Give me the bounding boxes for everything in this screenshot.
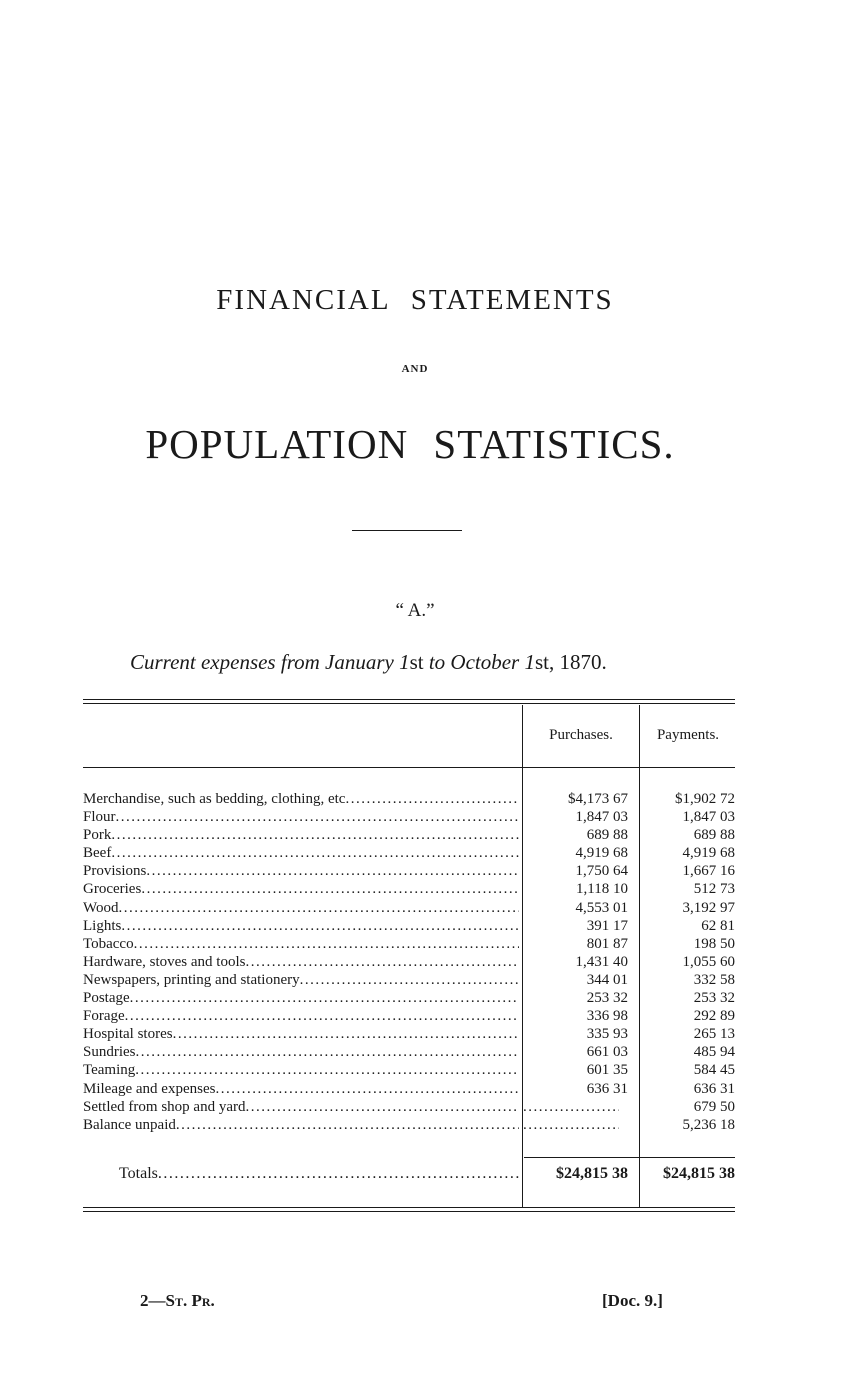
row-item-label: Lights <box>83 917 122 934</box>
table-row <box>83 899 735 917</box>
row-item-label: Provisions <box>83 863 147 880</box>
row-item <box>83 1043 519 1061</box>
row-item-label: Newspapers, printing and stationery <box>83 971 300 988</box>
table-row <box>83 1025 735 1043</box>
section-label: “ A.” <box>395 600 435 621</box>
row-payments: 332 58 <box>693 971 735 988</box>
row-payments: 3,192 97 <box>682 899 735 916</box>
row-item <box>83 790 519 808</box>
title-connector: AND <box>401 363 429 375</box>
row-item-label: Settled from shop and yard <box>83 1098 246 1115</box>
row-item-label: Teaming <box>83 1062 136 1079</box>
row-payments: 485 94 <box>693 1044 735 1061</box>
row-purchases: $4,173 67 <box>568 791 628 807</box>
document-reference: [Doc. 9.] <box>602 1291 663 1310</box>
row-item <box>83 1080 519 1098</box>
row-item <box>83 1098 519 1116</box>
row-item-label: Balance unpaid <box>83 1116 176 1133</box>
row-payments: 198 50 <box>693 935 735 952</box>
leader-dots <box>173 1025 519 1043</box>
row-purchases: 1,847 03 <box>575 809 628 826</box>
totals-payments: $24,815 38 <box>663 1165 735 1182</box>
leader-dots <box>300 971 519 989</box>
row-payments: $1,902 72 <box>675 791 735 807</box>
row-item-label: Forage <box>83 1008 125 1025</box>
row-item-label: Flour <box>83 809 116 826</box>
row-item <box>83 917 519 935</box>
row-purchases: 1,750 64 <box>575 863 628 880</box>
leader-dots <box>215 1080 519 1098</box>
row-item-label: Tobacco <box>83 935 134 952</box>
row-item-label: Sundries <box>83 1044 136 1061</box>
column-header-payments: Payments. <box>656 727 720 743</box>
table-row <box>83 808 735 826</box>
row-payments: 62 81 <box>701 917 735 934</box>
column-header-purchases: Purchases. <box>549 727 613 743</box>
totals-label <box>119 1165 519 1183</box>
row-payments: 512 73 <box>693 881 735 898</box>
table-row <box>83 1007 735 1025</box>
row-item <box>83 935 519 953</box>
table-row <box>83 862 735 880</box>
title-population-statistics: POPULATION STATISTICS. <box>145 421 675 467</box>
leader-dots <box>176 1116 519 1134</box>
row-payments: 1,055 60 <box>682 953 735 970</box>
row-item <box>83 1025 519 1043</box>
leader-dots <box>345 790 519 808</box>
row-purchases-empty <box>523 1116 619 1134</box>
row-purchases: 391 17 <box>586 917 628 934</box>
expenses-table <box>83 699 735 1213</box>
table-body <box>83 790 735 1134</box>
row-item <box>83 953 519 971</box>
table-row <box>83 1080 735 1098</box>
row-purchases: 1,118 10 <box>576 881 628 898</box>
row-item <box>83 844 519 862</box>
table-row <box>83 826 735 844</box>
row-purchases: 661 03 <box>586 1044 628 1061</box>
leader-dots <box>121 917 519 935</box>
row-item <box>83 989 519 1007</box>
row-item <box>83 1061 519 1079</box>
table-top-rule <box>83 699 735 704</box>
row-item-label: Beef <box>83 845 112 862</box>
row-payments: 689 88 <box>693 827 735 844</box>
table-row <box>83 880 735 898</box>
row-purchases: 1,431 40 <box>575 953 628 970</box>
row-item <box>83 1007 519 1025</box>
totals-label-text: Totals <box>119 1165 158 1182</box>
row-item <box>83 880 519 898</box>
row-payments: 1,667 16 <box>682 863 735 880</box>
leader-dots <box>245 953 519 971</box>
table-caption <box>130 650 770 675</box>
row-item <box>83 862 519 880</box>
leader-dots <box>146 862 519 880</box>
row-purchases: 601 35 <box>586 1062 628 1079</box>
table-row <box>83 935 735 953</box>
row-payments: 679 50 <box>693 1098 735 1115</box>
row-payments: 1,847 03 <box>682 809 735 826</box>
row-payments: 292 89 <box>693 1008 735 1025</box>
row-payments: 5,236 18 <box>682 1116 735 1133</box>
row-payments: 265 13 <box>693 1026 735 1043</box>
row-purchases: 801 87 <box>586 935 628 952</box>
row-purchases: 344 01 <box>586 971 628 988</box>
leader-dots <box>130 989 519 1007</box>
leader-dots <box>134 935 519 953</box>
row-payments: 4,919 68 <box>682 845 735 862</box>
table-row <box>83 1061 735 1079</box>
row-purchases: 636 31 <box>586 1080 628 1097</box>
row-payments: 584 45 <box>693 1062 735 1079</box>
row-payments: 636 31 <box>693 1080 735 1097</box>
caption-ordinal-1: st <box>409 650 424 674</box>
signature-mark: 2—St. Pr. <box>140 1291 215 1310</box>
table-row <box>83 1116 735 1134</box>
row-item <box>83 1116 519 1134</box>
leader-dots <box>136 1043 520 1061</box>
row-item <box>83 808 519 826</box>
caption-part-1: Current expenses from January 1 <box>130 650 410 674</box>
table-row <box>83 989 735 1007</box>
row-item-label: Merchandise, such as bedding, clothing, etc <box>83 791 346 807</box>
row-purchases: 4,553 01 <box>575 899 628 916</box>
leader-dots <box>111 844 519 862</box>
leader-dots <box>111 826 519 844</box>
title-divider <box>352 530 462 531</box>
row-item <box>83 826 519 844</box>
leader-dots <box>245 1098 519 1116</box>
table-bottom-rule <box>83 1207 735 1212</box>
leader-dots <box>158 1165 519 1183</box>
row-item-label: Mileage and expenses <box>83 1080 216 1097</box>
table-row <box>83 1098 735 1116</box>
caption-part-2: to October 1 <box>423 650 535 674</box>
table-row <box>83 953 735 971</box>
table-row <box>83 917 735 935</box>
row-purchases: 335 93 <box>586 1026 628 1043</box>
row-item-label: Pork <box>83 827 112 844</box>
row-item <box>83 971 519 989</box>
row-item-label: Wood <box>83 899 119 916</box>
row-item <box>83 899 519 917</box>
row-purchases: 253 32 <box>586 990 628 1007</box>
leader-dots <box>116 808 519 826</box>
table-row <box>83 971 735 989</box>
row-purchases: 689 88 <box>586 827 628 844</box>
header-rule <box>83 767 735 768</box>
row-purchases: 336 98 <box>586 1008 628 1025</box>
row-purchases: 4,919 68 <box>575 845 628 862</box>
totals-row <box>83 1165 735 1183</box>
totals-purchases: $24,815 38 <box>556 1165 628 1182</box>
leader-dots <box>118 899 519 917</box>
title-financial-statements: FINANCIAL STATEMENTS <box>216 284 614 316</box>
caption-ordinal-2: st, <box>534 650 555 674</box>
row-item-label: Hospital stores <box>83 1026 173 1043</box>
totals-rule <box>524 1157 735 1158</box>
leader-dots <box>135 1061 519 1079</box>
row-item-label: Groceries <box>83 881 142 898</box>
row-item-label: Postage <box>83 990 130 1007</box>
row-item-label: Hardware, stoves and tools <box>83 953 246 970</box>
caption-year: 1870. <box>554 650 607 674</box>
table-row <box>83 844 735 862</box>
table-row <box>83 1043 735 1061</box>
table-row <box>83 790 735 808</box>
row-purchases-empty <box>523 1098 619 1116</box>
row-payments: 253 32 <box>693 990 735 1007</box>
leader-dots <box>125 1007 519 1025</box>
leader-dots <box>141 880 519 898</box>
